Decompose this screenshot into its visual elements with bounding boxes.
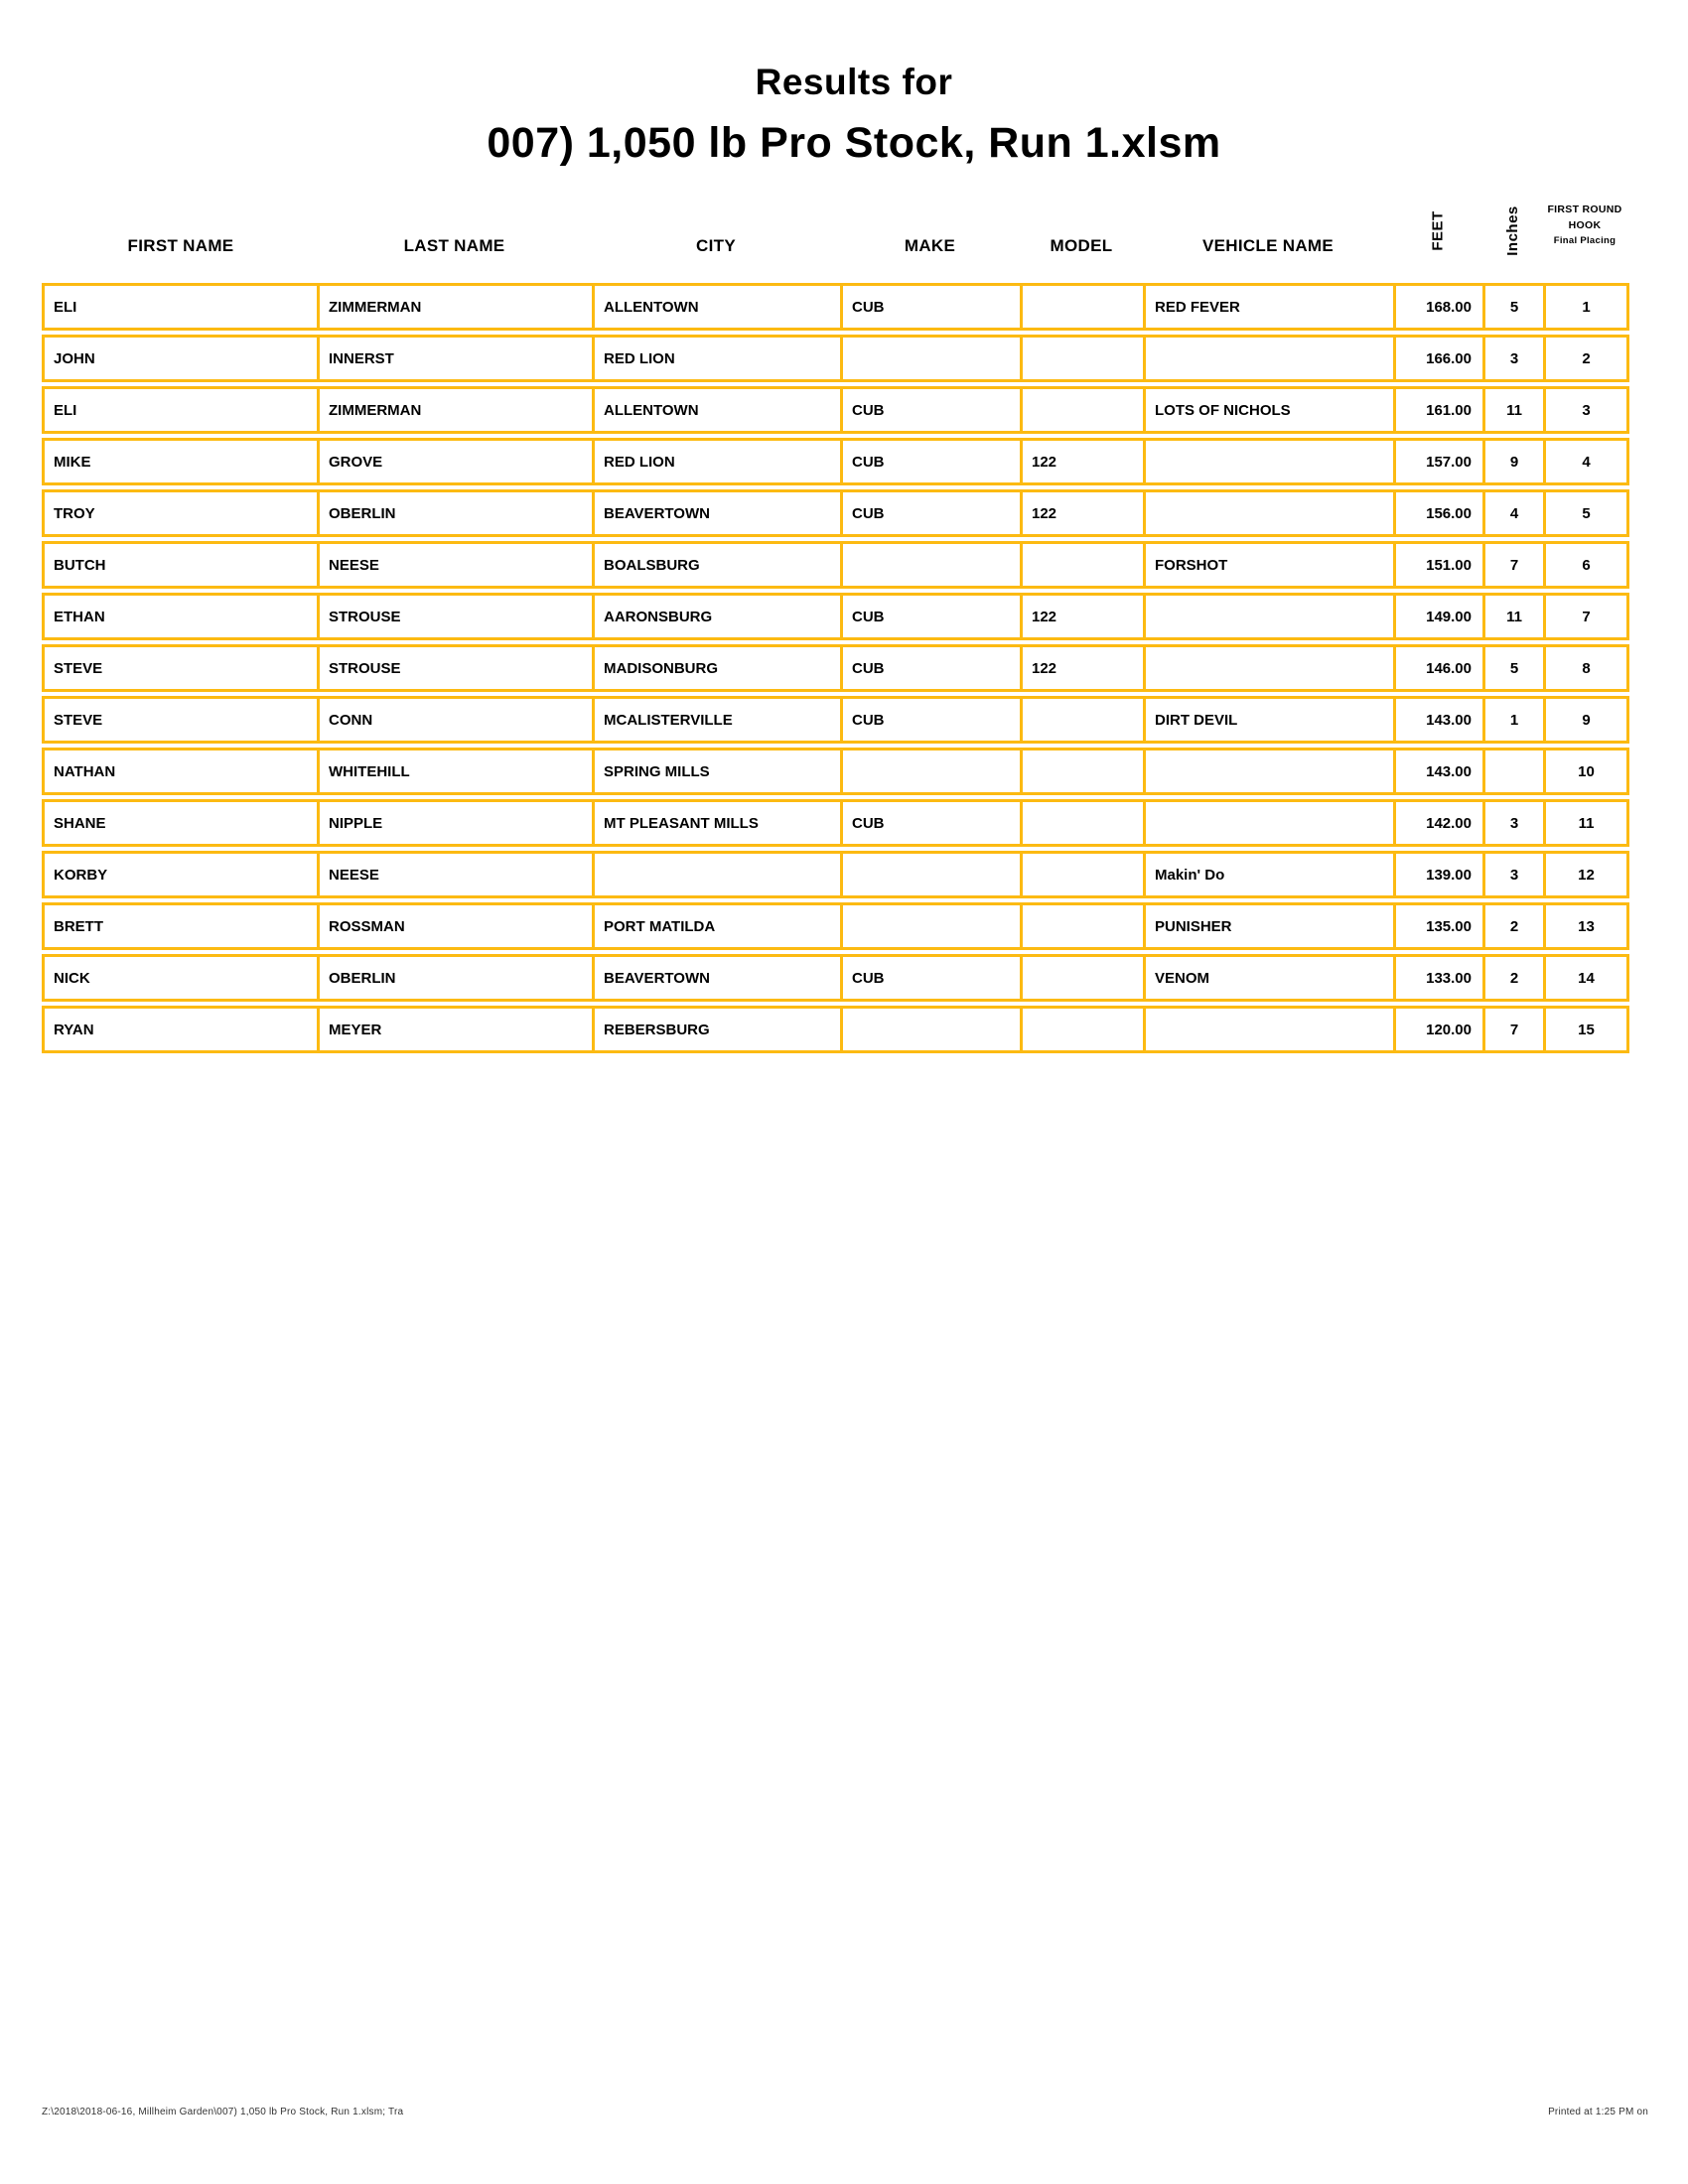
table-row bbox=[42, 954, 1629, 1002]
cell-feet: 156.00 bbox=[1393, 492, 1482, 534]
cell-inches bbox=[1482, 751, 1543, 792]
table-header-row bbox=[42, 194, 1629, 283]
column-header-vehicle-name: VEHICLE NAME bbox=[1201, 236, 1335, 255]
cell-model bbox=[1020, 389, 1143, 431]
cell-first-name: MIKE bbox=[54, 453, 91, 471]
table-row bbox=[42, 644, 1629, 692]
report-title-prefix: Results for bbox=[755, 62, 953, 102]
cell-last-name: NEESE bbox=[317, 544, 592, 586]
cell-first-name: STEVE bbox=[54, 711, 103, 729]
cell-first-name: SHANE bbox=[54, 814, 106, 832]
cell-city: RED LION bbox=[592, 338, 840, 379]
cell-make bbox=[840, 1009, 1020, 1050]
cell-first-name: KORBY bbox=[54, 866, 108, 884]
cell-feet: 139.00 bbox=[1393, 854, 1482, 895]
cell-last-name: WHITEHILL bbox=[317, 751, 592, 792]
cell-model bbox=[1020, 699, 1143, 741]
cell-make bbox=[840, 854, 1020, 895]
cell-first-name: NICK bbox=[54, 969, 90, 987]
cell-model bbox=[1020, 854, 1143, 895]
table-body bbox=[42, 283, 1629, 1053]
column-header-first-name: FIRST NAME bbox=[127, 236, 234, 255]
cell-model bbox=[1020, 286, 1143, 328]
cell-final-placing: 6 bbox=[1543, 544, 1626, 586]
table-row bbox=[42, 593, 1629, 640]
cell-make bbox=[840, 544, 1020, 586]
table-row bbox=[42, 335, 1629, 382]
cell-feet: 151.00 bbox=[1393, 544, 1482, 586]
cell-make: CUB bbox=[840, 596, 1020, 637]
cell-feet: 168.00 bbox=[1393, 286, 1482, 328]
cell-vehicle-name bbox=[1143, 1009, 1393, 1050]
table-row bbox=[42, 748, 1629, 795]
cell-inches: 1 bbox=[1482, 699, 1543, 741]
cell-vehicle-name: VENOM bbox=[1143, 957, 1393, 999]
cell-make: CUB bbox=[840, 957, 1020, 999]
cell-feet: 143.00 bbox=[1393, 699, 1482, 741]
cell-make bbox=[840, 905, 1020, 947]
cell-inches: 3 bbox=[1482, 854, 1543, 895]
cell-final-placing: 2 bbox=[1543, 338, 1626, 379]
cell-make: CUB bbox=[840, 802, 1020, 844]
table-row bbox=[42, 386, 1629, 434]
report-title-filename: 007) 1,050 lb Pro Stock, Run 1.xlsm bbox=[487, 119, 1221, 167]
cell-last-name: STROUSE bbox=[317, 596, 592, 637]
cell-first-name: ETHAN bbox=[54, 608, 105, 625]
cell-last-name: CONN bbox=[317, 699, 592, 741]
cell-vehicle-name bbox=[1143, 802, 1393, 844]
cell-make: CUB bbox=[840, 389, 1020, 431]
column-header-inches bbox=[1482, 197, 1543, 280]
footer-file-path: Z:\2018\2018-06-16, Millheim Garden\007) 1,050 lb Pro Stock, Run 1.xlsm; Tra bbox=[42, 2107, 404, 2117]
cell-city: BEAVERTOWN bbox=[592, 492, 840, 534]
table-row bbox=[42, 1006, 1629, 1053]
cell-model bbox=[1020, 338, 1143, 379]
cell-make: CUB bbox=[840, 647, 1020, 689]
cell-model: 122 bbox=[1020, 441, 1143, 482]
cell-inches: 3 bbox=[1482, 338, 1543, 379]
cell-last-name: OBERLIN bbox=[317, 492, 592, 534]
report-title bbox=[10, 62, 1688, 168]
cell-last-name: NIPPLE bbox=[317, 802, 592, 844]
cell-final-placing: 13 bbox=[1543, 905, 1626, 947]
cell-last-name: ZIMMERMAN bbox=[317, 286, 592, 328]
cell-final-placing: 10 bbox=[1543, 751, 1626, 792]
cell-inches: 9 bbox=[1482, 441, 1543, 482]
cell-final-placing: 8 bbox=[1543, 647, 1626, 689]
cell-model bbox=[1020, 544, 1143, 586]
cell-last-name: NEESE bbox=[317, 854, 592, 895]
column-header-final-placing bbox=[1543, 197, 1626, 280]
cell-vehicle-name bbox=[1143, 596, 1393, 637]
cell-make: CUB bbox=[840, 699, 1020, 741]
column-header-feet bbox=[1393, 197, 1482, 280]
cell-first-name: BRETT bbox=[54, 917, 103, 935]
column-header-last-name: LAST NAME bbox=[403, 236, 505, 255]
footer-printed-timestamp: Printed at 1:25 PM on bbox=[1548, 2107, 1648, 2117]
cell-final-placing: 3 bbox=[1543, 389, 1626, 431]
cell-inches: 4 bbox=[1482, 492, 1543, 534]
placing-label-line1: FIRST ROUND bbox=[1547, 204, 1622, 215]
cell-final-placing: 9 bbox=[1543, 699, 1626, 741]
cell-last-name: GROVE bbox=[317, 441, 592, 482]
cell-final-placing: 4 bbox=[1543, 441, 1626, 482]
cell-model bbox=[1020, 802, 1143, 844]
cell-final-placing: 1 bbox=[1543, 286, 1626, 328]
cell-vehicle-name: DIRT DEVIL bbox=[1143, 699, 1393, 741]
column-header-make: MAKE bbox=[904, 236, 956, 255]
cell-city: BEAVERTOWN bbox=[592, 957, 840, 999]
cell-city: MADISONBURG bbox=[592, 647, 840, 689]
cell-vehicle-name bbox=[1143, 647, 1393, 689]
cell-city: BOALSBURG bbox=[592, 544, 840, 586]
cell-feet: 146.00 bbox=[1393, 647, 1482, 689]
cell-vehicle-name: LOTS OF NICHOLS bbox=[1143, 389, 1393, 431]
cell-city: ALLENTOWN bbox=[592, 286, 840, 328]
cell-first-name: ELI bbox=[54, 298, 77, 316]
cell-final-placing: 11 bbox=[1543, 802, 1626, 844]
cell-first-name: ELI bbox=[54, 401, 77, 419]
placing-label-line3: Final Placing bbox=[1553, 234, 1617, 246]
cell-final-placing: 15 bbox=[1543, 1009, 1626, 1050]
cell-first-name: JOHN bbox=[54, 349, 95, 367]
cell-city: MCALISTERVILLE bbox=[592, 699, 840, 741]
cell-first-name: BUTCH bbox=[54, 556, 106, 574]
cell-last-name: MEYER bbox=[317, 1009, 592, 1050]
cell-inches: 5 bbox=[1482, 647, 1543, 689]
cell-make: CUB bbox=[840, 492, 1020, 534]
cell-inches: 11 bbox=[1482, 596, 1543, 637]
cell-vehicle-name bbox=[1143, 751, 1393, 792]
column-header-city: CITY bbox=[696, 236, 736, 255]
cell-make: CUB bbox=[840, 286, 1020, 328]
column-header-model: MODEL bbox=[1050, 236, 1113, 255]
cell-final-placing: 5 bbox=[1543, 492, 1626, 534]
cell-make: CUB bbox=[840, 441, 1020, 482]
cell-inches: 2 bbox=[1482, 905, 1543, 947]
cell-city: SPRING MILLS bbox=[592, 751, 840, 792]
cell-model bbox=[1020, 1009, 1143, 1050]
feet-label: FEET bbox=[1429, 209, 1447, 251]
cell-inches: 2 bbox=[1482, 957, 1543, 999]
cell-feet: 120.00 bbox=[1393, 1009, 1482, 1050]
placing-label-line2: HOOK bbox=[1568, 218, 1602, 231]
cell-feet: 149.00 bbox=[1393, 596, 1482, 637]
cell-city: RED LION bbox=[592, 441, 840, 482]
cell-vehicle-name bbox=[1143, 492, 1393, 534]
table-row bbox=[42, 283, 1629, 331]
cell-first-name: TROY bbox=[54, 504, 95, 522]
cell-last-name: STROUSE bbox=[317, 647, 592, 689]
table-row bbox=[42, 799, 1629, 847]
cell-inches: 3 bbox=[1482, 802, 1543, 844]
cell-feet: 161.00 bbox=[1393, 389, 1482, 431]
cell-model bbox=[1020, 957, 1143, 999]
cell-inches: 7 bbox=[1482, 1009, 1543, 1050]
cell-inches: 5 bbox=[1482, 286, 1543, 328]
cell-final-placing: 7 bbox=[1543, 596, 1626, 637]
cell-first-name: RYAN bbox=[54, 1021, 94, 1038]
cell-first-name: STEVE bbox=[54, 659, 103, 677]
table-row bbox=[42, 489, 1629, 537]
cell-last-name: INNERST bbox=[317, 338, 592, 379]
cell-last-name: ZIMMERMAN bbox=[317, 389, 592, 431]
table-row bbox=[42, 851, 1629, 898]
cell-model bbox=[1020, 905, 1143, 947]
table-row bbox=[42, 902, 1629, 950]
cell-city: PORT MATILDA bbox=[592, 905, 840, 947]
cell-city bbox=[592, 854, 840, 895]
inches-label: Inches bbox=[1504, 205, 1521, 256]
cell-inches: 7 bbox=[1482, 544, 1543, 586]
cell-model: 122 bbox=[1020, 492, 1143, 534]
cell-vehicle-name: RED FEVER bbox=[1143, 286, 1393, 328]
cell-feet: 133.00 bbox=[1393, 957, 1482, 999]
cell-model: 122 bbox=[1020, 647, 1143, 689]
cell-last-name: ROSSMAN bbox=[317, 905, 592, 947]
cell-feet: 143.00 bbox=[1393, 751, 1482, 792]
table-row bbox=[42, 438, 1629, 485]
cell-make bbox=[840, 338, 1020, 379]
table-row bbox=[42, 541, 1629, 589]
cell-feet: 135.00 bbox=[1393, 905, 1482, 947]
cell-feet: 166.00 bbox=[1393, 338, 1482, 379]
cell-model: 122 bbox=[1020, 596, 1143, 637]
cell-city: REBERSBURG bbox=[592, 1009, 840, 1050]
cell-vehicle-name bbox=[1143, 441, 1393, 482]
cell-city: ALLENTOWN bbox=[592, 389, 840, 431]
cell-vehicle-name: PUNISHER bbox=[1143, 905, 1393, 947]
cell-inches: 11 bbox=[1482, 389, 1543, 431]
cell-feet: 157.00 bbox=[1393, 441, 1482, 482]
cell-city: MT PLEASANT MILLS bbox=[592, 802, 840, 844]
cell-first-name: NATHAN bbox=[54, 762, 116, 780]
cell-vehicle-name: Makin' Do bbox=[1143, 854, 1393, 895]
cell-final-placing: 14 bbox=[1543, 957, 1626, 999]
cell-vehicle-name: FORSHOT bbox=[1143, 544, 1393, 586]
table-row bbox=[42, 696, 1629, 744]
cell-vehicle-name bbox=[1143, 338, 1393, 379]
cell-feet: 142.00 bbox=[1393, 802, 1482, 844]
cell-last-name: OBERLIN bbox=[317, 957, 592, 999]
cell-final-placing: 12 bbox=[1543, 854, 1626, 895]
cell-city: AARONSBURG bbox=[592, 596, 840, 637]
cell-model bbox=[1020, 751, 1143, 792]
results-table bbox=[42, 194, 1629, 1057]
cell-make bbox=[840, 751, 1020, 792]
